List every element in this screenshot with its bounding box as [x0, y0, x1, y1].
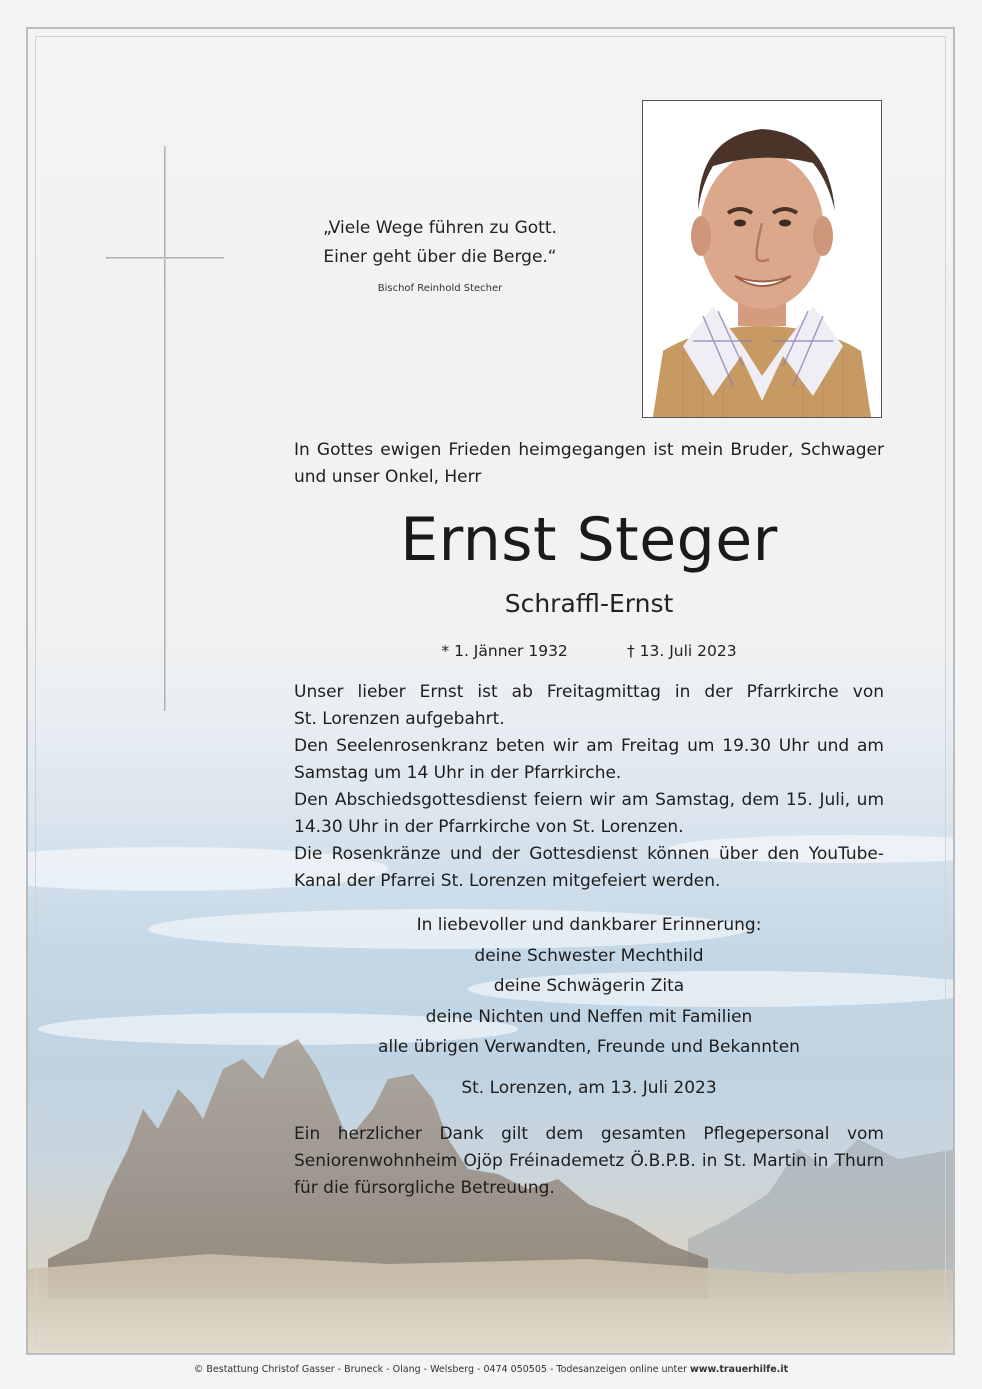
footer-link[interactable]: www.trauerhilfe.it	[690, 1364, 789, 1375]
mourner: deine Schwester Mechthild	[474, 945, 704, 966]
quote-line: Einer geht über die Berge.“	[323, 247, 557, 267]
thanks-text	[294, 1121, 884, 1202]
mourners	[294, 910, 884, 1063]
portrait-illustration	[643, 101, 881, 417]
footer-text: © Bestattung Christof Gasser - Bruneck - Olang - Welsberg - 0474 050505 - Todesanzeigen online unter	[193, 1364, 687, 1375]
mourner: deine Schwägerin Zita	[493, 976, 685, 996]
mourners-heading: In liebevoller und dankbarer Erinnerung:	[416, 915, 762, 935]
thanks-line: Ein herzlicher Dank gilt dem gesamten Pflegepersonal vom	[294, 1124, 884, 1144]
quote-line: „Viele Wege führen zu Gott.	[323, 218, 557, 238]
mourner: deine Nichten und Neffen mit Familien	[425, 1006, 753, 1027]
portrait-photo	[642, 100, 882, 418]
announcement-line: Unser lieber Ernst ist ab Freitagmittag in der Pfarrkirche von	[294, 682, 884, 702]
life-dates	[294, 639, 884, 663]
deceased-name: Ernst Steger	[400, 505, 778, 575]
announcement-line: Die Rosenkränze und der Gottesdienst können über den YouTube-	[294, 844, 884, 864]
thanks-line: für die fürsorgliche Betreuung.	[294, 1178, 555, 1198]
thanks-line: Seniorenwohnheim Ojöp Fréinademetz Ö.B.P.B. in St. Martin in Thurn	[294, 1151, 884, 1171]
announcement-line: Den Abschiedsgottesdienst feiern wir am Samstag, dem 15. Juli, um	[294, 790, 884, 810]
intro-text	[294, 437, 884, 491]
announcement-line: Den Seelenrosenkranz beten wir am Freitag um 19.30 Uhr und am	[294, 736, 884, 756]
place-date: St. Lorenzen, am 13. Juli 2023	[461, 1078, 717, 1098]
announcement-line: 14.30 Uhr in der Pfarrkirche von St. Lorenzen.	[294, 817, 684, 837]
intro-line: und unser Onkel, Herr	[294, 467, 482, 487]
announcement	[294, 679, 884, 895]
cross-icon	[164, 146, 166, 711]
footer	[0, 1364, 982, 1375]
quote	[270, 214, 610, 272]
intro-line: In Gottes ewigen Frieden heimgegangen ist mein Bruder, Schwager	[294, 440, 884, 460]
birth-date: * 1. Jänner 1932	[441, 642, 568, 660]
quote-author: Bischof Reinhold Stecher	[377, 283, 503, 294]
announcement-line: Samstag um 14 Uhr in der Pfarrkirche.	[294, 763, 622, 783]
mourner: alle übrigen Verwandten, Freunde und Bekannten	[378, 1037, 800, 1057]
deceased-nickname: Schraffl-Ernst	[504, 589, 674, 618]
death-date: † 13. Juli 2023	[626, 642, 737, 660]
announcement-line: St. Lorenzen aufgebahrt.	[294, 709, 505, 729]
cross-icon-bar	[106, 257, 224, 259]
announcement-line: Kanal der Pfarrei St. Lorenzen mitgefeiert werden.	[294, 871, 721, 891]
